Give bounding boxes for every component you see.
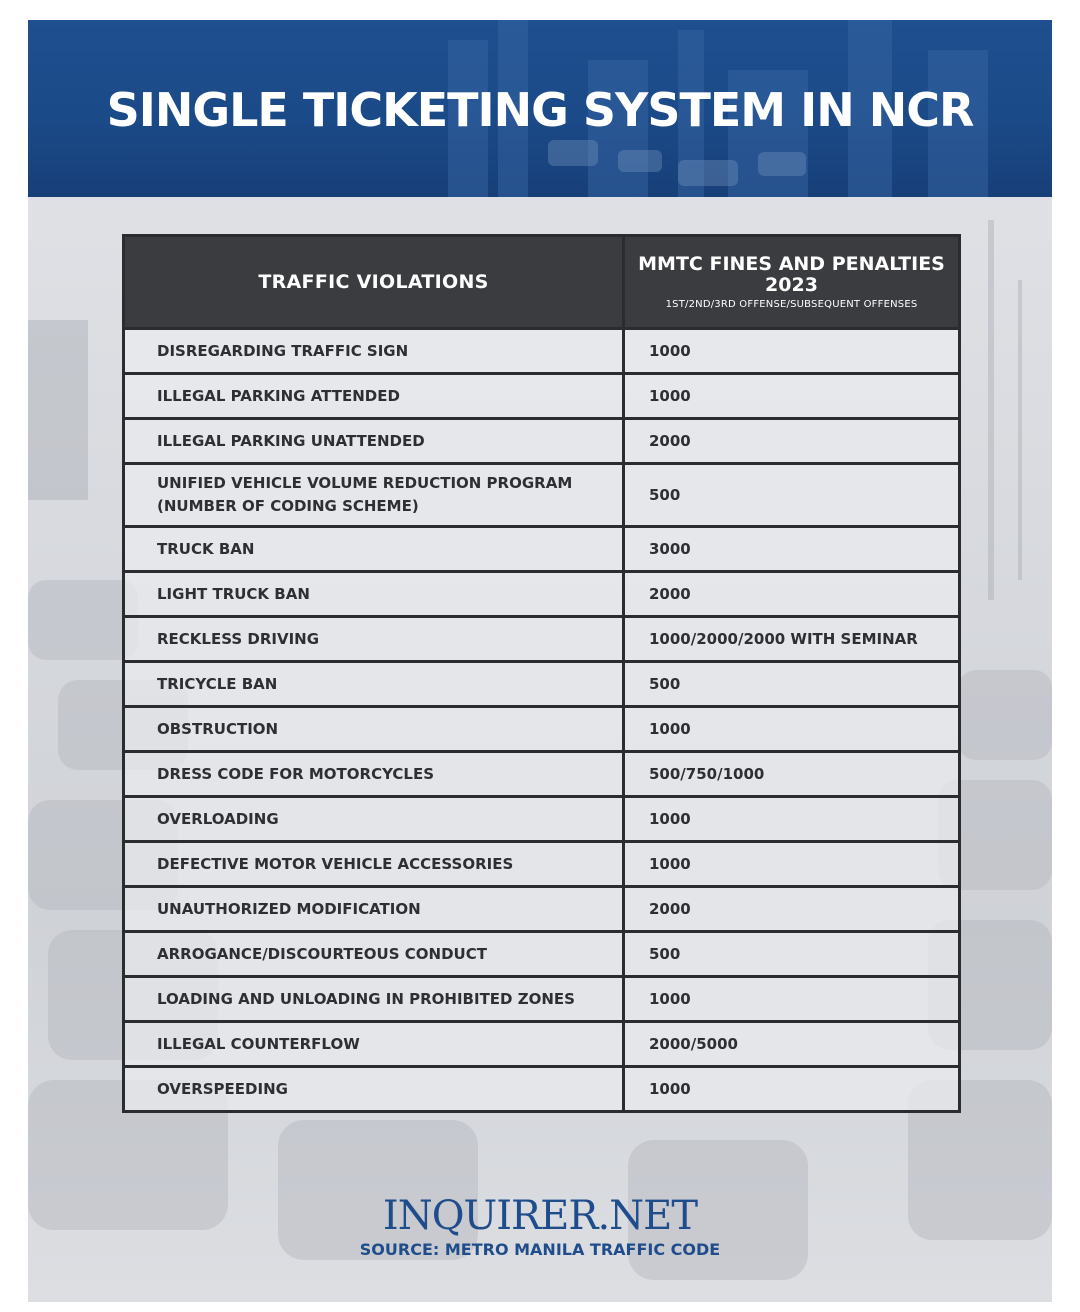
violation-cell: DEFECTIVE MOTOR VEHICLE ACCESSORIES (124, 842, 624, 887)
fine-cell: 1000 (624, 842, 960, 887)
violations-column-header (124, 236, 624, 329)
table-row (124, 887, 960, 932)
violation-cell: UNIFIED VEHICLE VOLUME REDUCTION PROGRAM (NUMBER OF CODING SCHEME) (124, 464, 624, 527)
fine-cell: 1000/2000/2000 WITH SEMINAR (624, 617, 960, 662)
fines-header-label: MMTC FINES AND PENALTIES 2023 (638, 253, 945, 296)
violation-cell: ARROGANCE/DISCOURTEOUS CONDUCT (124, 932, 624, 977)
fine-cell: 2000/5000 (624, 1022, 960, 1067)
violation-cell: OVERLOADING (124, 797, 624, 842)
violation-cell: ILLEGAL COUNTERFLOW (124, 1022, 624, 1067)
table-row (124, 1067, 960, 1112)
fine-cell: 1000 (624, 1067, 960, 1112)
fine-cell: 1000 (624, 797, 960, 842)
violation-cell: TRUCK BAN (124, 527, 624, 572)
violation-cell: DRESS CODE FOR MOTORCYCLES (124, 752, 624, 797)
table-row (124, 572, 960, 617)
violation-cell: OVERSPEEDING (124, 1067, 624, 1112)
violation-cell: LIGHT TRUCK BAN (124, 572, 624, 617)
violation-cell: TRICYCLE BAN (124, 662, 624, 707)
fine-cell: 1000 (624, 977, 960, 1022)
table-row (124, 752, 960, 797)
page-title: SINGLE TICKETING SYSTEM IN NCR (106, 83, 974, 137)
violation-cell: DISREGARDING TRAFFIC SIGN (124, 329, 624, 374)
fine-cell: 500 (624, 662, 960, 707)
table-row (124, 527, 960, 572)
violations-header-label: TRAFFIC VIOLATIONS (258, 271, 489, 293)
table-row (124, 419, 960, 464)
violation-cell: LOADING AND UNLOADING IN PROHIBITED ZONES (124, 977, 624, 1022)
violation-cell: UNAUTHORIZED MODIFICATION (124, 887, 624, 932)
table-row (124, 662, 960, 707)
fine-cell: 500/750/1000 (624, 752, 960, 797)
table-header-row (124, 236, 960, 329)
table-row (124, 842, 960, 887)
fine-cell: 2000 (624, 887, 960, 932)
fine-cell: 3000 (624, 527, 960, 572)
brand-logo-text: INQUIRER.NET (382, 1193, 698, 1239)
violation-cell: ILLEGAL PARKING UNATTENDED (124, 419, 624, 464)
violation-cell: OBSTRUCTION (124, 707, 624, 752)
table-row (124, 932, 960, 977)
fines-table (122, 234, 961, 1113)
fine-cell: 2000 (624, 419, 960, 464)
fine-cell: 1000 (624, 707, 960, 752)
table-row (124, 977, 960, 1022)
table-row (124, 1022, 960, 1067)
source-credit: SOURCE: METRO MANILA TRAFFIC CODE (359, 1240, 721, 1259)
violation-cell: ILLEGAL PARKING ATTENDED (124, 374, 624, 419)
fine-cell: 2000 (624, 572, 960, 617)
fine-cell: 1000 (624, 374, 960, 419)
fine-cell: 1000 (624, 329, 960, 374)
fine-cell: 500 (624, 464, 960, 527)
table-row (124, 374, 960, 419)
fines-column-header (624, 236, 960, 329)
infographic-poster (28, 20, 1052, 1302)
table-row (124, 797, 960, 842)
table-row (124, 329, 960, 374)
fines-header-sublabel: 1ST/2ND/3RD OFFENSE/SUBSEQUENT OFFENSES (665, 299, 918, 310)
table-row (124, 464, 960, 527)
table-row (124, 617, 960, 662)
title-banner (28, 20, 1052, 197)
fine-cell: 500 (624, 932, 960, 977)
table-row (124, 707, 960, 752)
violation-cell: RECKLESS DRIVING (124, 617, 624, 662)
